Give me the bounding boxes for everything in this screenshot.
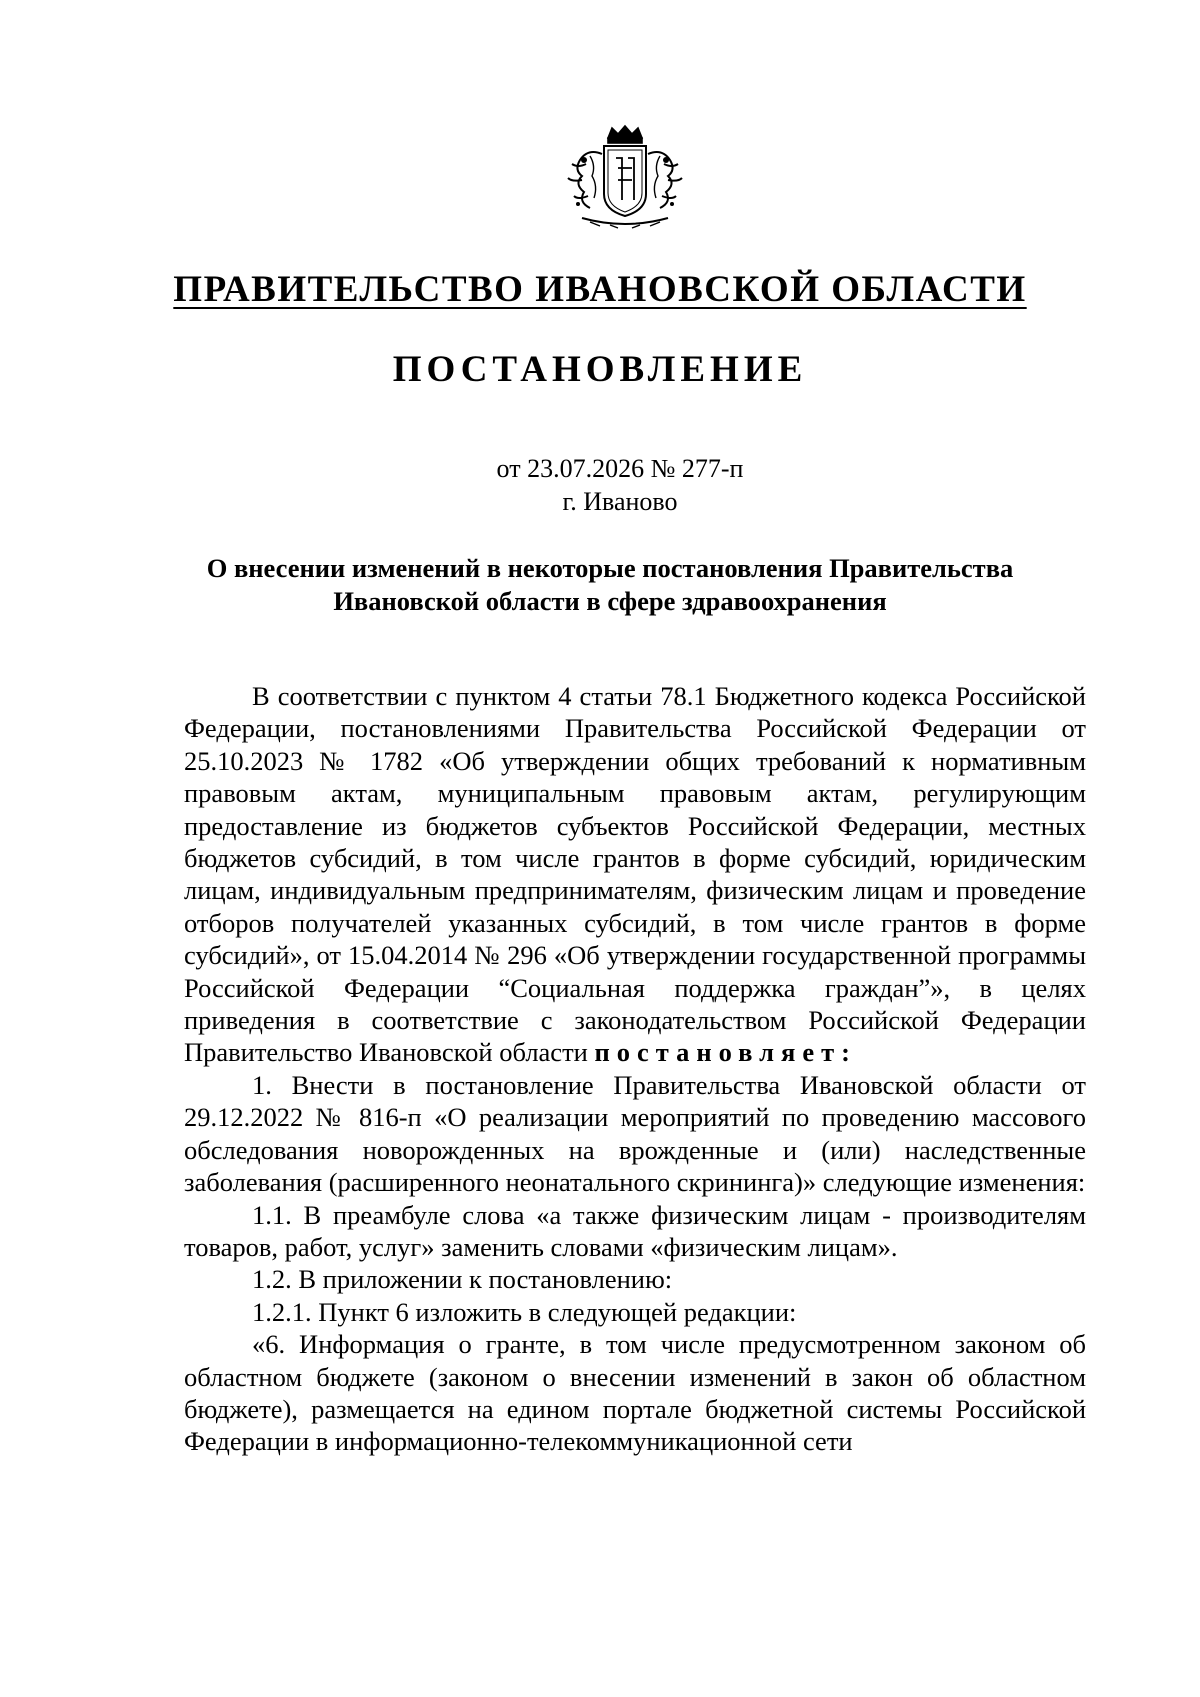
government-title-text: ПРАВИТЕЛЬСТВО ИВАНОВСКОЙ ОБЛАСТИ [173, 269, 1027, 310]
item-1-2: 1.2. В приложении к постановлению: [252, 1264, 673, 1295]
government-title [0, 268, 1200, 311]
document-type-title: ПОСТАНОВЛЕНИЕ [392, 349, 808, 390]
item-1-2-1: 1.2.1. Пункт 6 изложить в следующей редакции: [252, 1296, 797, 1327]
subject-line-2: Ивановской области в сфере здравоохранения [333, 586, 887, 616]
item-1: 1. Внести в постановление Правительства Ивановской области от 29.12.2022 № 816-п «О реализации мероприятий по проведению массового обследования новорожденных на врожденные и (или) наследственные заболевания (расширенного неонатального скрининга)» следующие изменения: [184, 1069, 1086, 1198]
quote-item-6: «6. Информация о гранте, в том числе предусмотренном законом об областном бюджете (законом о внесении изменений в закон об областном бюджете), размещается на едином портале бюджетной системы Российской Федерации в информационно-телекоммуникационной сети [184, 1329, 1086, 1457]
document-body [184, 680, 1086, 1458]
date-number: от 23.07.2026 № 277-п [496, 454, 744, 483]
preamble-text: В соответствии с пунктом 4 статьи 78.1 Бюджетного кодекса Российской Федерации, постановлениями Правительства Российской Федерации от 25.10.2023 № 1782 «Об утверждении общих требований к нормативным правовым актам, муниципальным правовым актам, регулирующим предоставление из бюджетов субъектов Российской Федерации, местных бюджетов субсидий, в том числе грантов в форме субсидий, юридическим лицам, индивидуальным предпринимателям, физическим лицам и проведение отборов получателей указанных субсидий, в том числе грантов в форме субсидий», от 15.04.2014 № 296 «Об утверждении государственной программы Российской Федерации “Социальная поддержка граждан”», в целях приведения в соответствие с законодательством Российской Федерации Правительство Ивановской области [184, 681, 1086, 1068]
subject-line-1: О внесении изменений в некоторые постановления Правительства [206, 553, 1014, 583]
city: г. Иваново [562, 487, 678, 516]
document-meta [0, 452, 1200, 518]
coat-of-arms-emblem [560, 124, 690, 232]
resolves-word: постановляет: [594, 1037, 857, 1068]
preamble-paragraph [184, 680, 1086, 1069]
document-subject [150, 552, 1070, 618]
item-1-1: 1.1. В преамбуле слова «а также физическим лицам - производителям товаров, работ, услуг» заменить словами «физическим лицам». [184, 1199, 1086, 1262]
